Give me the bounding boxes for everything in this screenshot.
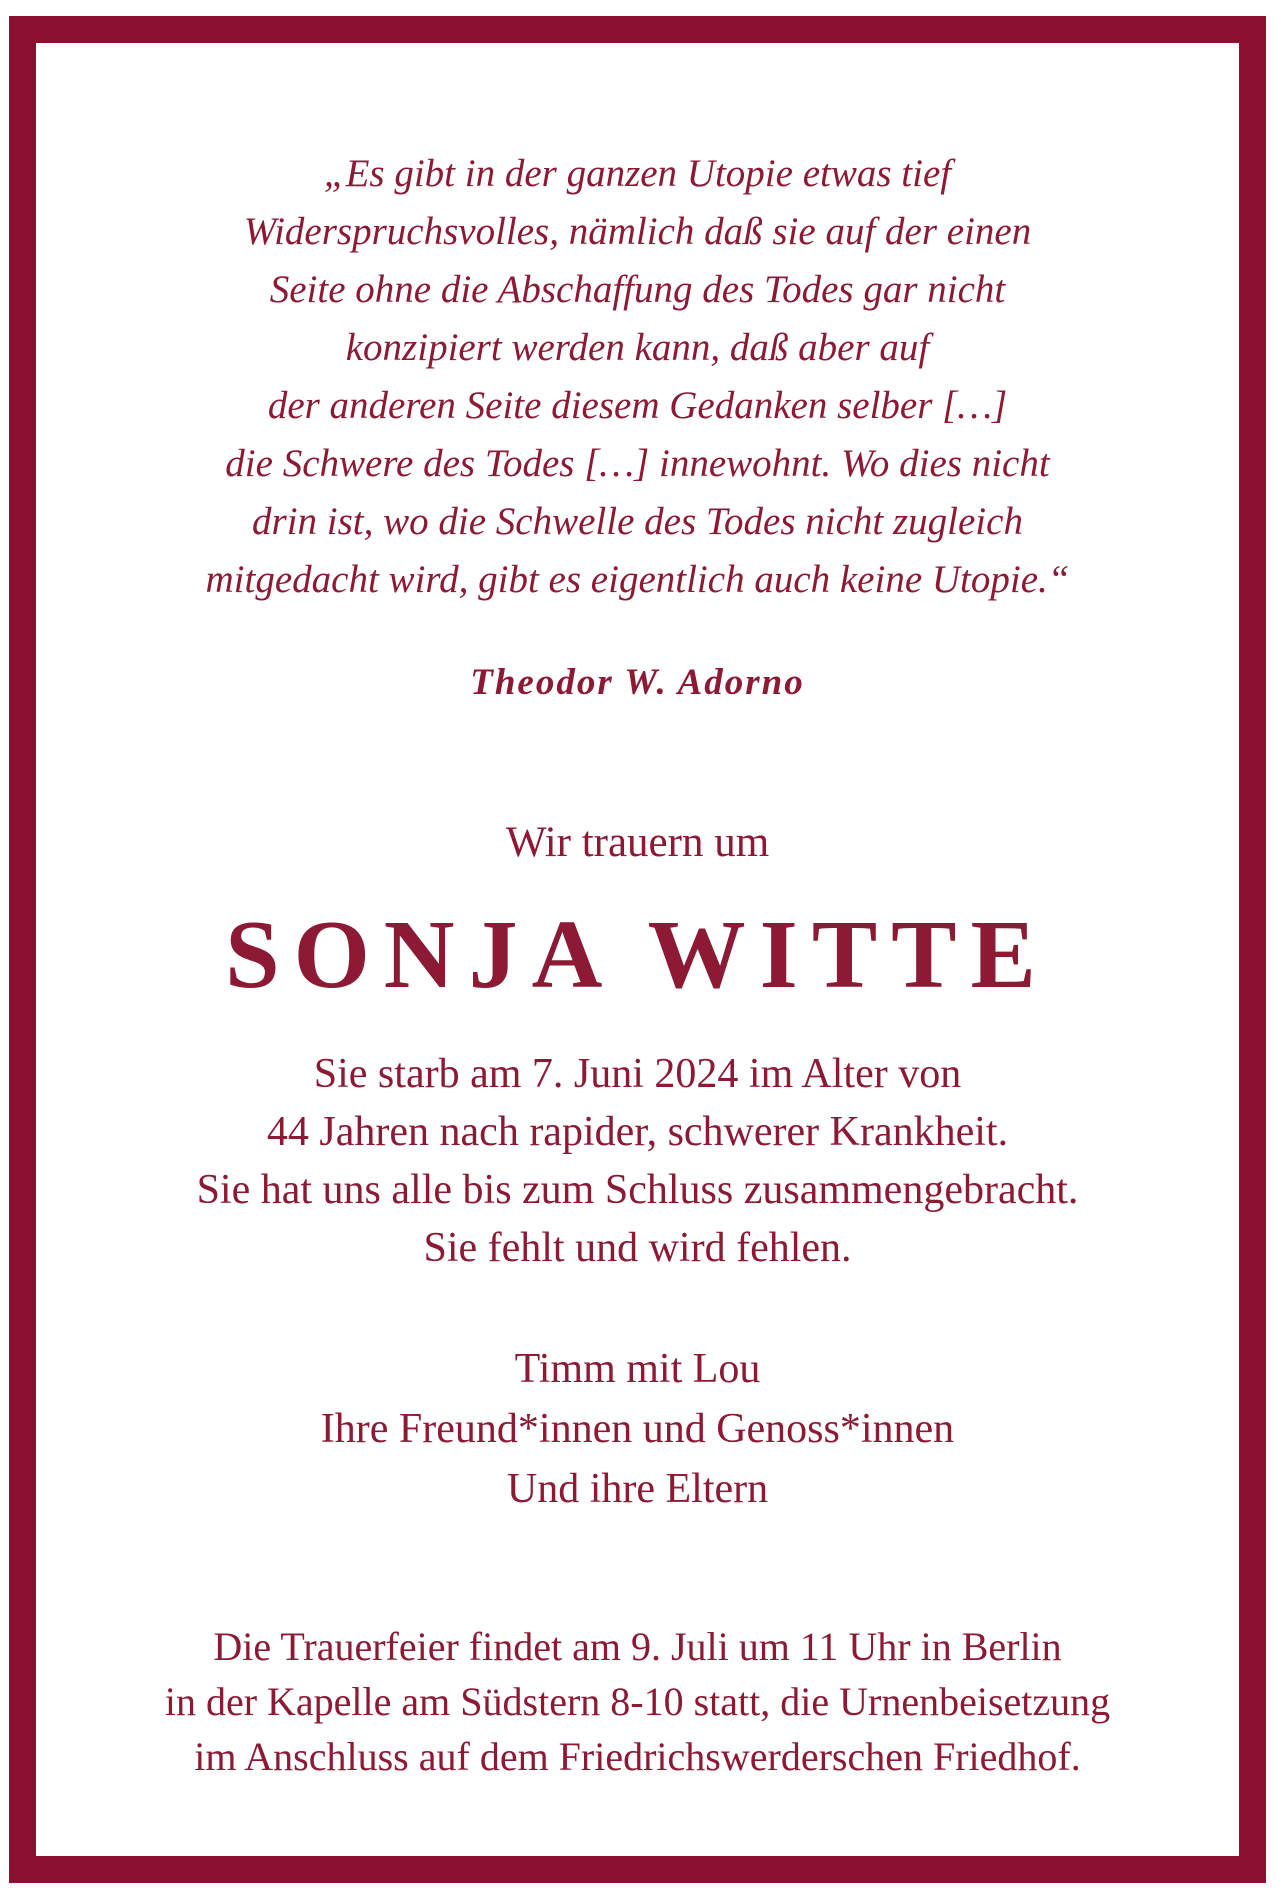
mourning-intro: Wir trauern um	[505, 819, 770, 866]
quote-block	[36, 145, 1239, 609]
service-line: im Anschluss auf dem Friedrichswerderschen Friedhof.	[194, 1734, 1081, 1779]
quote-line: die Schwere des Todes […] innewohnt. Wo dies nicht	[225, 442, 1050, 485]
funeral-service-details	[36, 1619, 1239, 1784]
obituary-line: Sie fehlt und wird fehlen.	[423, 1225, 852, 1271]
obituary-line: Sie starb am 7. Juni 2024 im Alter von	[313, 1051, 962, 1097]
quote-line: drin ist, wo die Schwelle des Todes nicht zugleich	[252, 500, 1023, 543]
service-line: in der Kapelle am Südstern 8-10 statt, die Urnenbeisetzung	[164, 1679, 1111, 1724]
notice-content	[36, 43, 1239, 1856]
quote-line: Seite ohne die Abschaffung des Todes gar nicht	[269, 268, 1006, 311]
quote-line: „Es gibt in der ganzen Utopie etwas tief	[323, 152, 952, 195]
obituary-line: 44 Jahren nach rapider, schwerer Krankheit.	[266, 1109, 1009, 1155]
obituary-line: Sie hat uns alle bis zum Schluss zusammengebracht.	[196, 1167, 1079, 1213]
deceased-name: SONJA WITTE	[225, 901, 1050, 1009]
mourners-line: Und ihre Eltern	[506, 1466, 769, 1512]
service-line: Die Trauerfeier findet am 9. Juli um 11 Uhr in Berlin	[213, 1624, 1062, 1669]
obituary-block	[36, 1045, 1239, 1277]
quote-line: konzipiert werden kann, daß aber auf	[345, 326, 930, 369]
mourners-block	[36, 1339, 1239, 1519]
quote-line: der anderen Seite diesem Gedanken selber […]	[267, 384, 1008, 427]
quote-line: Widerspruchsvolles, nämlich daß sie auf der einen	[243, 210, 1032, 253]
mourners-line: Ihre Freund*innen und Genoss*innen	[320, 1406, 955, 1452]
quote-attribution: Theodor W. Adorno	[470, 662, 805, 703]
mourners-line: Timm mit Lou	[514, 1346, 761, 1392]
quote-line: mitgedacht wird, gibt es eigentlich auch keine Utopie.“	[205, 558, 1070, 601]
